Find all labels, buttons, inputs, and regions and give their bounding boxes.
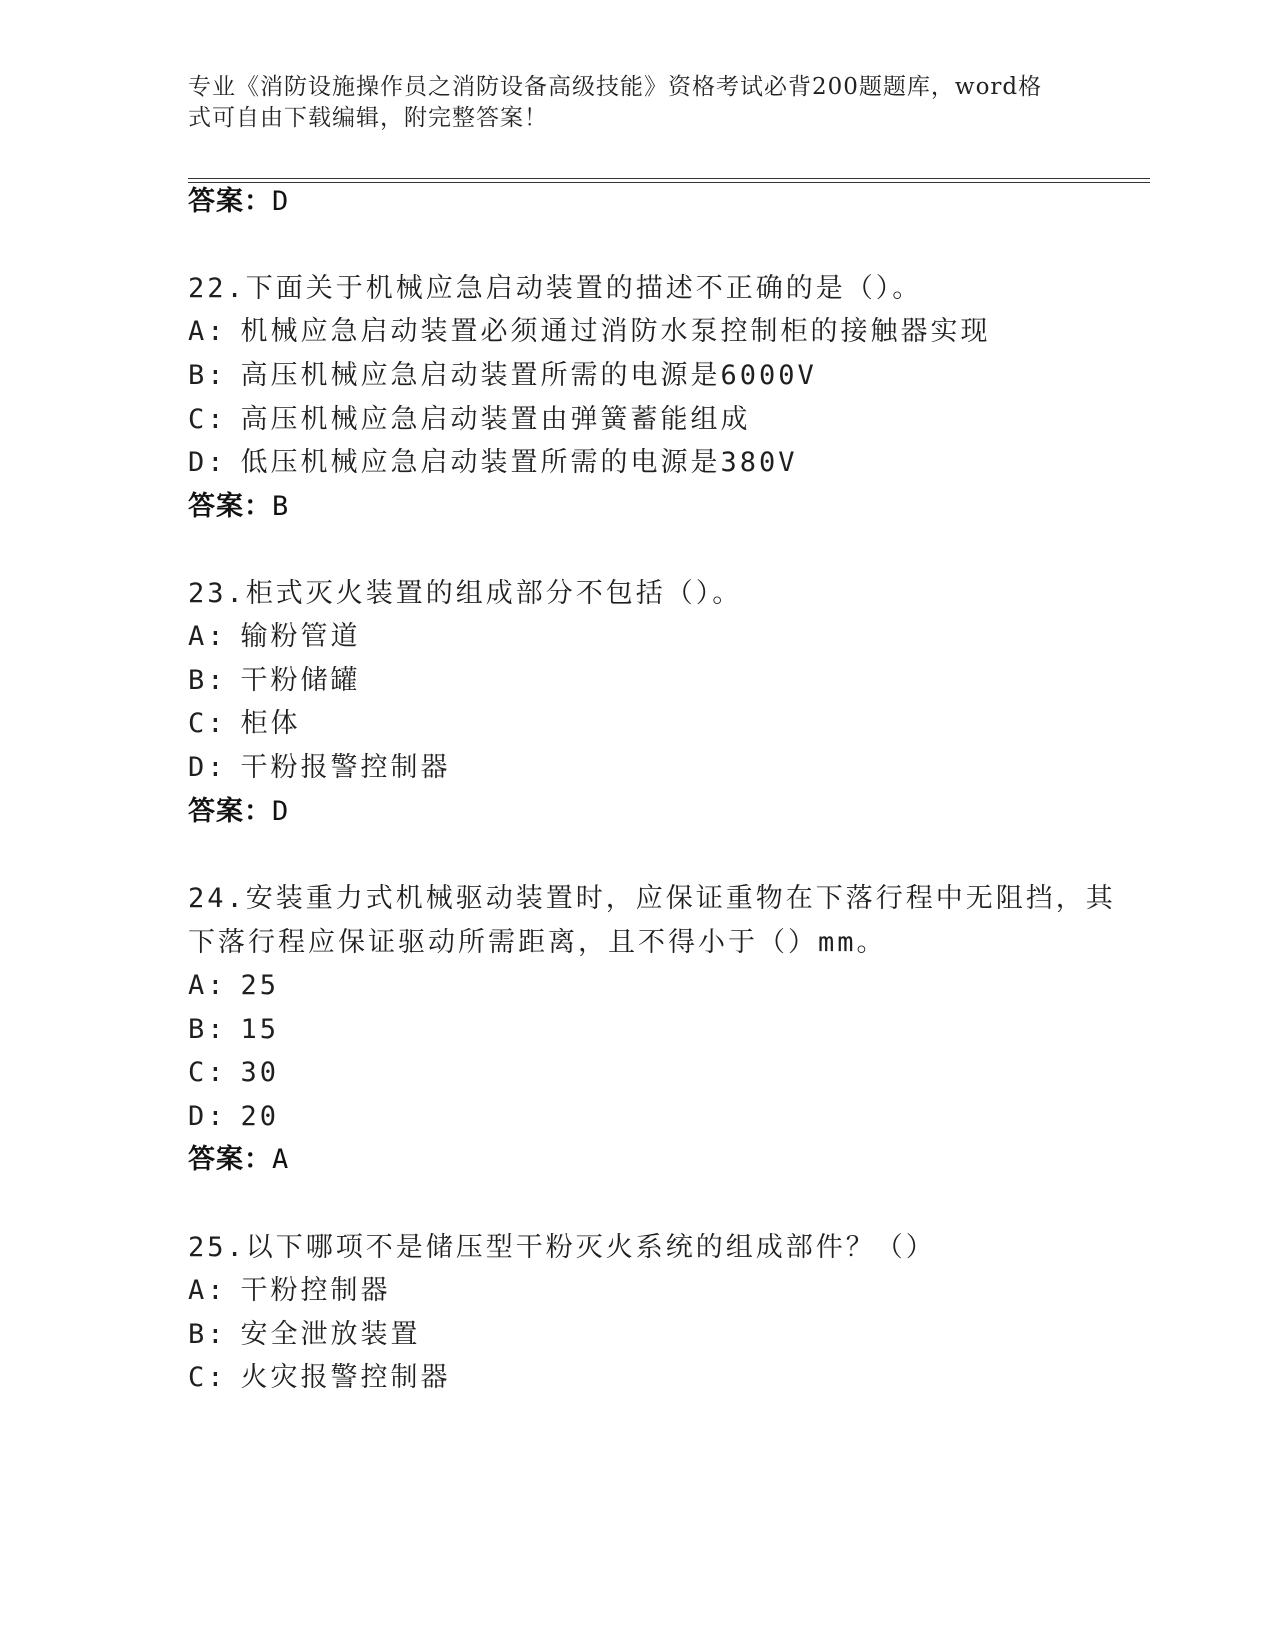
option-b [188, 1013, 279, 1047]
option-b [188, 664, 361, 698]
answer-line [188, 1143, 289, 1177]
option-a [188, 1274, 391, 1308]
document-header [188, 72, 1088, 134]
option-text: 30 [240, 1057, 280, 1088]
option-key: C: [188, 708, 227, 739]
option-text: 低压机械应急启动装置所需的电源是380V [240, 447, 798, 478]
answer-value: A [272, 1144, 290, 1175]
option-key: C: [188, 404, 227, 435]
question-stem-line-2: 下落行程应保证驱动所需距离，且不得小于（）mm。 [188, 927, 887, 958]
option-key: B: [188, 665, 227, 696]
question-stem-line-1: 24.安装重力式机械驱动装置时，应保证重物在下落行程中无阻挡，其 [188, 883, 1116, 914]
answer-label: 答案： [188, 796, 272, 827]
option-text: 25 [240, 970, 280, 1001]
option-a [188, 315, 991, 349]
option-key: C: [188, 1362, 227, 1393]
question-stem: 23.柜式灭火装置的组成部分不包括（）。 [188, 578, 743, 609]
option-d [188, 1100, 279, 1134]
option-key: D: [188, 447, 227, 478]
option-b [188, 1318, 421, 1352]
option-text: 火灾报警控制器 [240, 1362, 451, 1393]
option-text: 柜体 [240, 708, 301, 739]
option-b [188, 359, 817, 393]
answer-line [188, 795, 289, 829]
option-key: B: [188, 360, 227, 391]
option-key: B: [188, 1319, 227, 1350]
header-title-line-1: 专业《消防设施操作员之消防设备高级技能》资格考试必背200题题库，word格 [188, 74, 1043, 100]
option-c [188, 707, 301, 741]
option-a [188, 969, 279, 1003]
option-text: 机械应急启动装置必须通过消防水泵控制柜的接触器实现 [240, 316, 991, 347]
answer-line [188, 185, 289, 219]
option-key: A: [188, 316, 227, 347]
answer-value: D [272, 186, 290, 217]
option-text: 20 [240, 1101, 280, 1132]
option-text: 安全泄放装置 [240, 1319, 421, 1350]
option-text: 干粉报警控制器 [240, 752, 451, 783]
option-d [188, 751, 451, 785]
option-text: 输粉管道 [240, 621, 361, 652]
option-text: 高压机械应急启动装置所需的电源是6000V [240, 360, 817, 391]
question-stem: 22.下面关于机械应急启动装置的描述不正确的是（）。 [188, 273, 923, 304]
option-text: 15 [240, 1014, 280, 1045]
option-c [188, 1056, 279, 1090]
header-divider-top [188, 178, 1150, 179]
answer-value: D [272, 796, 290, 827]
option-text: 干粉控制器 [240, 1275, 391, 1306]
option-d [188, 446, 798, 480]
option-text: 高压机械应急启动装置由弹簧蓄能组成 [240, 404, 751, 435]
option-text: 干粉储罐 [240, 665, 361, 696]
option-c [188, 1361, 451, 1395]
option-c [188, 403, 751, 437]
option-key: A: [188, 970, 227, 1001]
option-a [188, 620, 361, 654]
answer-value: B [272, 491, 290, 522]
option-key: D: [188, 752, 227, 783]
header-divider-bottom [188, 182, 1150, 183]
question-stem: 25.以下哪项不是储压型干粉灭火系统的组成部件？（） [188, 1232, 936, 1263]
answer-label: 答案： [188, 491, 272, 522]
option-key: A: [188, 1275, 227, 1306]
option-key: C: [188, 1057, 227, 1088]
answer-label: 答案： [188, 1144, 272, 1175]
option-key: D: [188, 1101, 227, 1132]
answer-line [188, 490, 289, 524]
header-title-line-2: 式可自由下载编辑，附完整答案！ [188, 105, 548, 131]
option-key: A: [188, 621, 227, 652]
answer-label: 答案： [188, 186, 272, 217]
option-key: B: [188, 1014, 227, 1045]
